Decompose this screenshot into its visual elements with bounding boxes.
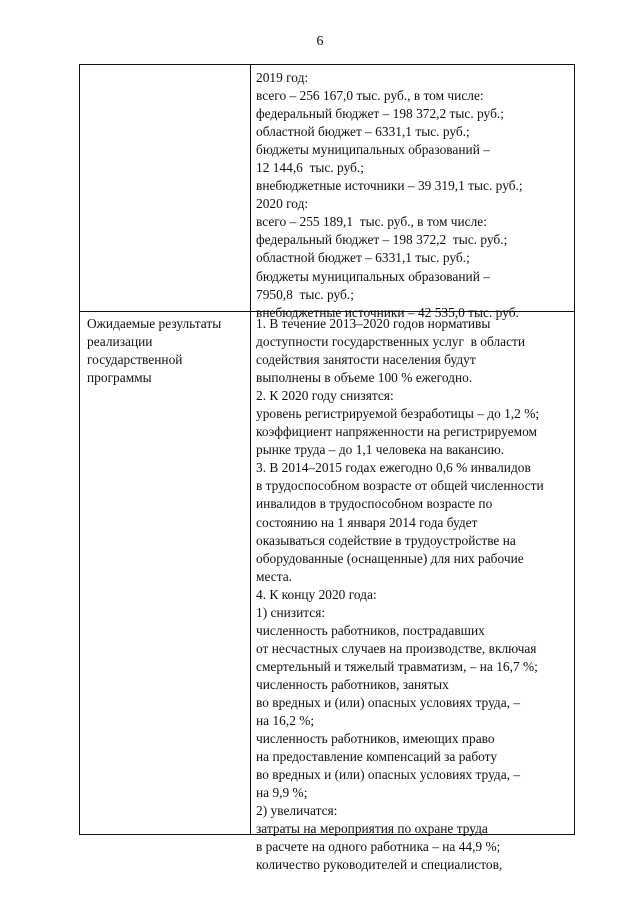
page-number: 6 bbox=[316, 34, 324, 49]
text-line: бюджеты муниципальных образований – bbox=[256, 268, 490, 284]
text-line: численность работников, пострадавших bbox=[256, 622, 485, 638]
text-line: 1) снизится: bbox=[256, 604, 326, 620]
text-line: 2. К 2020 году снизятся: bbox=[256, 388, 394, 404]
text-line: выполнены в объеме 100 % ежегодно. bbox=[256, 370, 473, 386]
text-line: областной бюджет – 6331,1 тыс. руб.; bbox=[256, 124, 470, 140]
text-line: внебюджетные источники – 39 319,1 тыс. руб.; bbox=[256, 178, 523, 194]
document-table bbox=[79, 64, 575, 873]
text-line: содействия занятости населения будут bbox=[256, 352, 476, 368]
text-line: на 9,9 %; bbox=[256, 785, 308, 801]
text-line: внебюджетные источники – 42 535,0 тыс. руб. bbox=[256, 304, 519, 320]
text-line: реализации bbox=[87, 334, 153, 350]
expected-results-cell bbox=[256, 315, 544, 874]
text-line: оказываться содействие в трудоустройстве на bbox=[256, 532, 516, 548]
text-line: 7950,8 тыс. руб.; bbox=[256, 286, 354, 302]
text-line: уровень регистрируемой безработицы – до 1,2 %; bbox=[256, 406, 540, 422]
text-line: Ожидаемые результаты bbox=[87, 316, 222, 331]
text-line: областной бюджет – 6331,1 тыс. руб.; bbox=[256, 250, 470, 266]
text-line: смертельный и тяжелый травматизм, – на 16,7 %; bbox=[256, 658, 538, 674]
text-line: бюджеты муниципальных образований – bbox=[256, 142, 490, 158]
text-line: программы bbox=[87, 370, 152, 386]
text-line: численность работников, занятых bbox=[256, 676, 449, 692]
text-line: оборудованные (оснащенные) для них рабочие bbox=[256, 550, 524, 566]
funding-cell bbox=[256, 69, 523, 322]
text-line: состоянию на 1 января 2014 года будет bbox=[256, 514, 478, 530]
text-line: коэффициент напряженности на регистрируемом bbox=[256, 424, 538, 440]
text-line: места. bbox=[256, 568, 293, 584]
text-line: на 16,2 %; bbox=[256, 713, 315, 729]
text-line: рынке труда – до 1,1 человека на вакансию. bbox=[256, 442, 505, 458]
text-line: во вредных и (или) опасных условиях труда, – bbox=[256, 767, 521, 783]
text-line: количество руководителей и специалистов, bbox=[256, 857, 503, 873]
text-line: доступности государственных услуг в области bbox=[256, 334, 526, 350]
text-line: 4. К концу 2020 года: bbox=[256, 586, 377, 602]
text-line: всего – 256 167,0 тыс. руб., в том числе: bbox=[256, 88, 484, 104]
row-header-cell bbox=[87, 315, 221, 387]
column-divider bbox=[250, 65, 251, 834]
text-line: 2) увеличатся: bbox=[256, 803, 338, 819]
text-line: федеральный бюджет – 198 372,2 тыс. руб.; bbox=[256, 106, 504, 122]
text-line: инвалидов в трудоспособном возрасте по bbox=[256, 496, 493, 512]
text-line: 2020 год: bbox=[256, 196, 309, 212]
text-line: государственной bbox=[87, 352, 183, 368]
text-line: всего – 255 189,1 тыс. руб., в том числе: bbox=[256, 214, 487, 230]
text-line: во вредных и (или) опасных условиях труда, – bbox=[256, 694, 521, 710]
text-line: 1. В течение 2013–2020 годов нормативы bbox=[256, 316, 491, 331]
text-line: 3. В 2014–2015 годах ежегодно 0,6 % инвалидов bbox=[256, 460, 531, 476]
text-line: 12 144,6 тыс. руб.; bbox=[256, 160, 364, 176]
text-line: от несчастных случаев на производстве, включая bbox=[256, 640, 537, 656]
text-line: затраты на мероприятия по охране труда bbox=[256, 821, 488, 837]
text-line: в расчете на одного работника – на 44,9 %; bbox=[256, 839, 501, 855]
text-line: федеральный бюджет – 198 372,2 тыс. руб.; bbox=[256, 232, 508, 248]
text-line: в трудоспособном возрасте от общей численности bbox=[256, 478, 544, 494]
text-line: численность работников, имеющих право bbox=[256, 731, 495, 747]
text-line: 2019 год: bbox=[256, 70, 309, 85]
text-line: на предоставление компенсаций за работу bbox=[256, 749, 498, 765]
